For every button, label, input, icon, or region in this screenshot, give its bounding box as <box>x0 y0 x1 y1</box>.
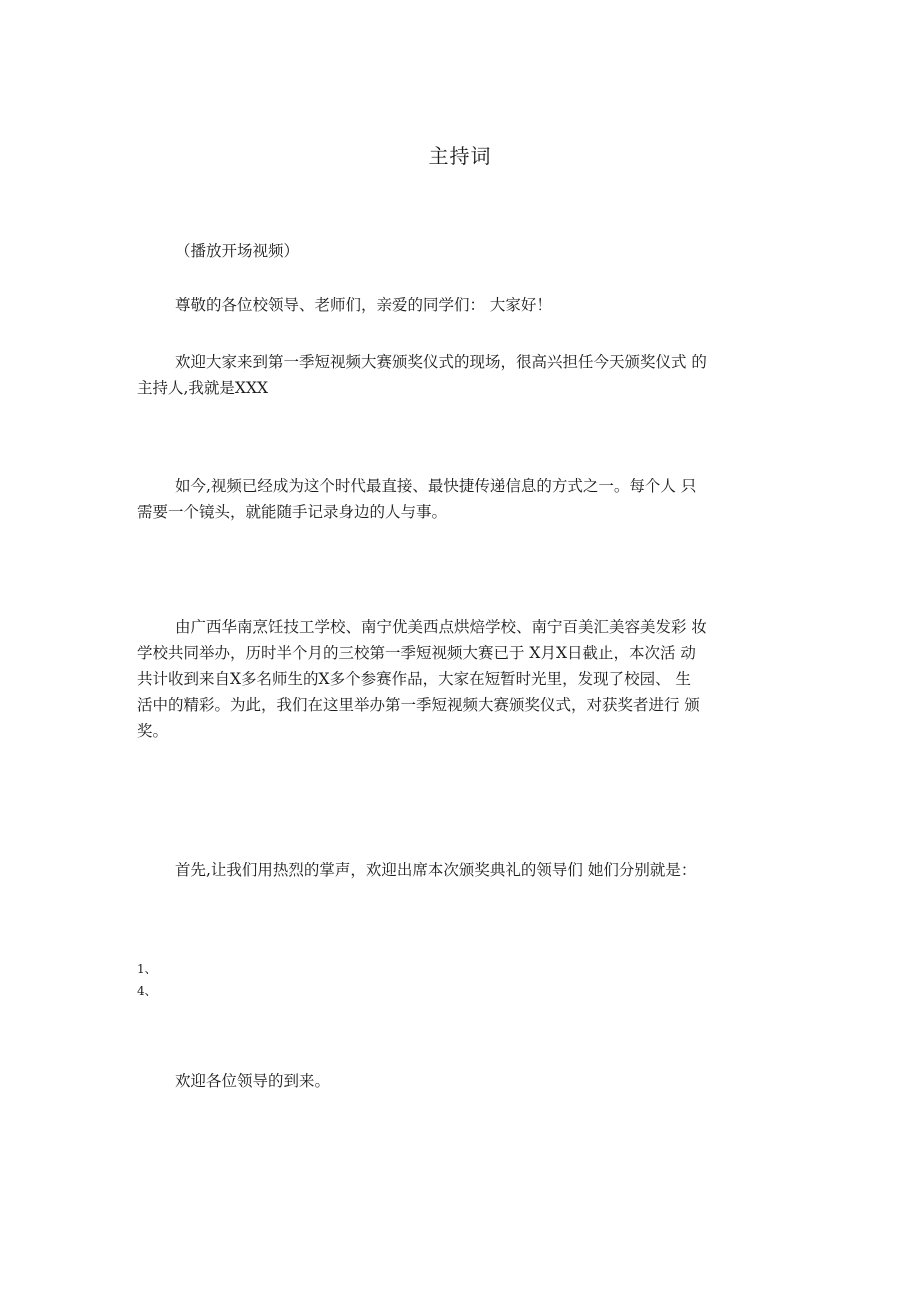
page-title: 主持词 <box>428 144 492 168</box>
event-intro-paragraph <box>137 614 777 744</box>
list-item: 4、 <box>137 984 157 998</box>
welcome-line-1: 欢迎大家来到第一季短视频大赛颁奖仪式的现场，很高兴担任今天颁奖仪式 的 <box>175 353 707 371</box>
event-intro-line-4: 活中的精彩。为此，我们在这里举办第一季短视频大赛颁奖仪式，对获奖者进行 颁 <box>137 696 700 714</box>
greeting-paragraph: 尊敬的各位校领导、老师们，亲爱的同学们： 大家好！ <box>175 296 552 314</box>
event-intro-line-3: 共计收到来自X多名师生的X多个参赛作品，大家在短暂时光里，发现了校园、 生 <box>137 670 691 688</box>
event-intro-line-1: 由广西华南烹饪技工学校、南宁优美西点烘焙学校、南宁百美汇美容美发彩 妆 <box>175 618 707 636</box>
video-intro-line-2: 需要一个镜头，就能随手记录身边的人与事。 <box>137 503 448 521</box>
video-intro-paragraph <box>137 473 777 525</box>
stage-direction: （播放开场视频） <box>175 242 300 260</box>
leaders-intro-paragraph: 首先,让我们用热烈的掌声，欢迎出席本次颁奖典礼的领导们 她们分别就是： <box>175 861 697 879</box>
list-item: 1、 <box>137 962 157 976</box>
welcome-paragraph <box>137 349 777 401</box>
event-intro-line-2: 学校共同举办，历时半个月的三校第一季短视频大赛已于 X月X日截止，本次活 动 <box>137 644 696 662</box>
welcome-line-2: 主持人,我就是XXX <box>137 379 269 397</box>
event-intro-line-5: 奖。 <box>137 722 169 740</box>
closing-paragraph: 欢迎各位领导的到来。 <box>175 1072 331 1090</box>
video-intro-line-1: 如今,视频已经成为这个时代最直接、最快捷传递信息的方式之一。每个人 只 <box>175 477 697 495</box>
